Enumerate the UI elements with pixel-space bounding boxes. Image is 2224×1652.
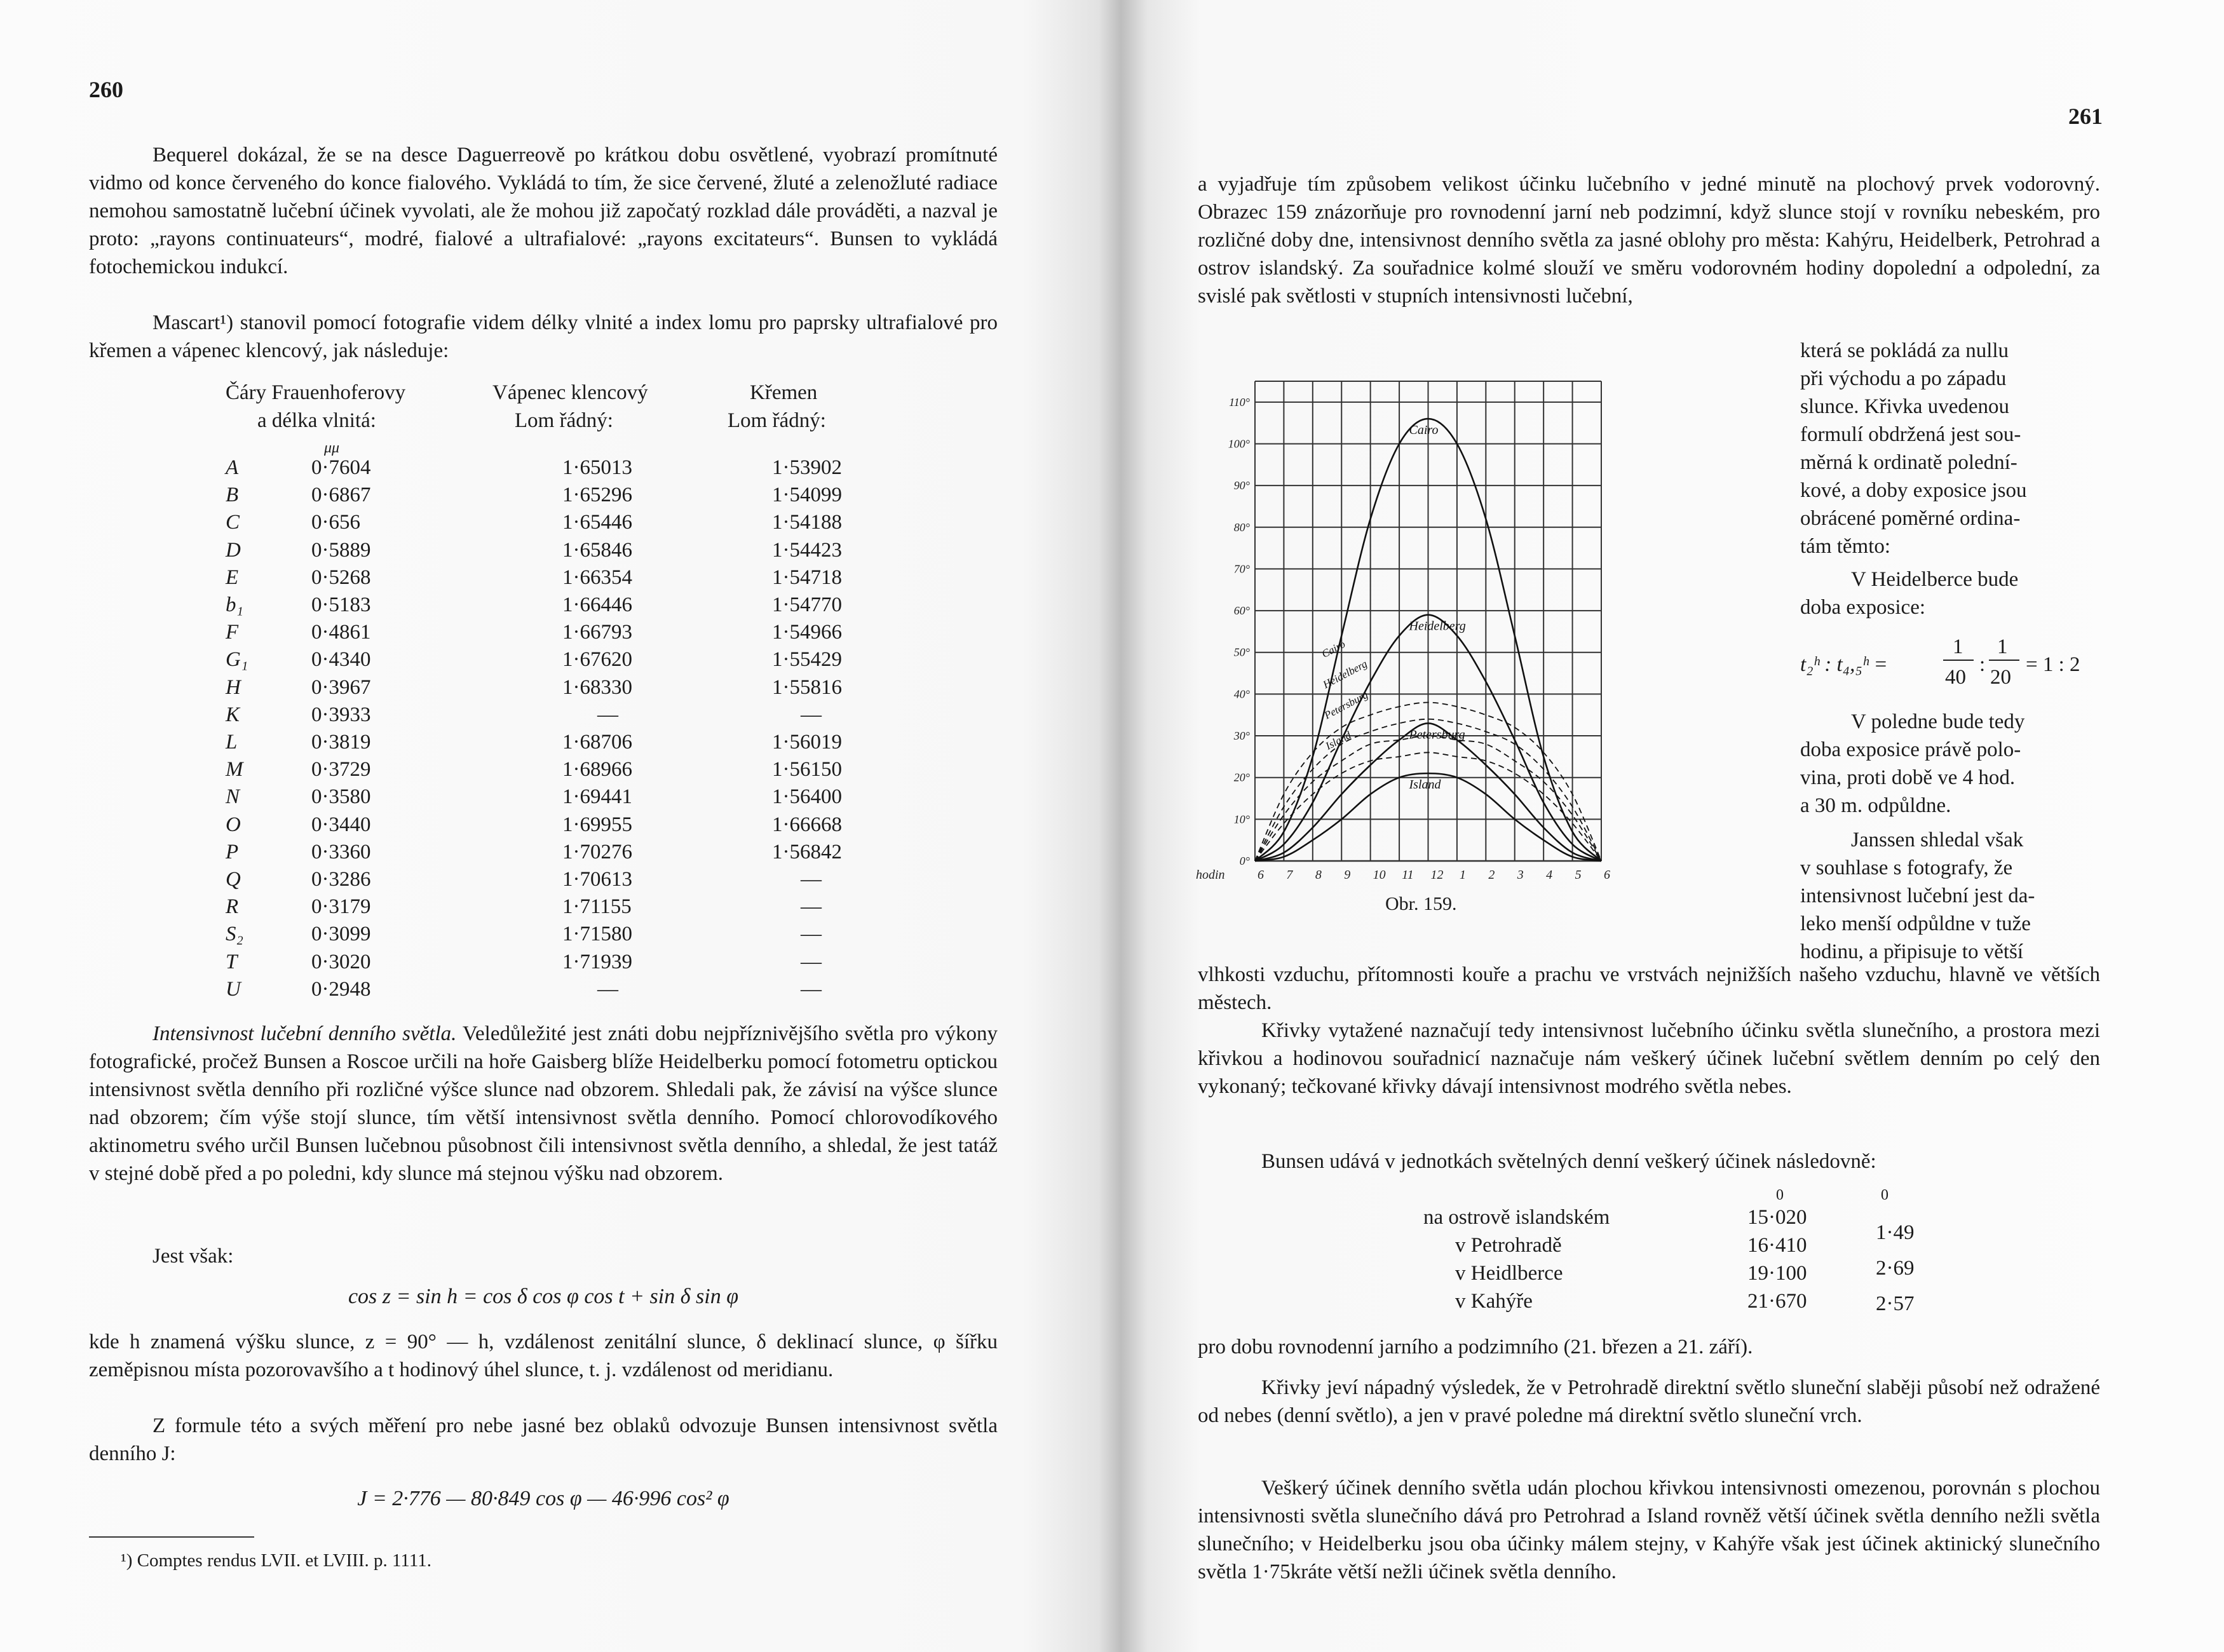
line-letter: P: [226, 840, 239, 863]
calcite-index: 1·67620: [562, 648, 632, 672]
side-line: vina, proti době ve 4 hod.: [1800, 766, 2016, 789]
formula-frac2-num: 1: [1997, 635, 2008, 658]
formula-rhs: = 1 : 2: [2026, 653, 2080, 676]
formula-frac1-line: [1943, 660, 1974, 661]
table-row: [226, 923, 937, 951]
quartz-index: 1·56150: [772, 758, 842, 782]
equation-intensity: J = 2·776 — 80·849 cos φ — 46·996 cos² φ: [357, 1487, 729, 1510]
table-row: [226, 676, 937, 704]
line-letter: H: [226, 675, 241, 699]
side-line: V poledne bude tedy: [1851, 710, 2025, 733]
quartz-index: 1·56019: [772, 731, 842, 754]
table-row: [226, 785, 937, 813]
y-tick-label: 20°: [1233, 771, 1250, 784]
x-tick-label: 2: [1488, 868, 1495, 882]
y-tick-label: 110°: [1229, 395, 1250, 409]
chart-x-ticks: [1196, 868, 1610, 882]
side-line: která se pokládá za nullu: [1800, 339, 2009, 362]
wavelength: 0·3819: [311, 731, 371, 754]
wavelength: 0·3099: [311, 923, 371, 946]
table-row: [226, 621, 937, 649]
right-paragraph-6: Veškerý účinek denního světla udán plochou křivkou intensivnosti omezenou, porovnán s plochou intensivnosti světla slunečního dává pro Petrohrad a Island rovněž větší účinek světla denního nežli světla slunečního; v Heidelberku jsou oba účinky málem stejny, v Kahýře však jest účinek aktinický slunečního světla 1·75kráte větší nežli účinek světla denního.: [1198, 1477, 2100, 1583]
quartz-index: 1·54099: [772, 484, 842, 507]
x-tick-label: 12: [1430, 868, 1444, 882]
quartz-index: 1·54718: [772, 565, 842, 589]
line-letter: O: [226, 813, 241, 836]
x-tick-label: 8: [1315, 868, 1322, 882]
table-header-col3-sub: Lom řádný:: [728, 409, 826, 432]
quartz-index: —: [801, 977, 822, 1001]
right-paragraph-3: Bunsen udává v jednotkách světelných denní veškerý účinek následovně:: [1261, 1150, 1876, 1173]
table-row: [226, 456, 937, 484]
right-paragraph-1: a vyjadřuje tím způsobem velikost účinku lučebního v jedné minutě na plochový prvek vodorovný. Obrazec 159 znázorňuje pro rovnodenní jarní neb podzimní, když slunce stojí v rovníku nebeském, pro rozličné doby dne, intensivnost denního světla za jasné oblohy pro města: Kahýru, Heidelberk, Petrohrad a ostrov islandský. Za souřadnice kolmé slouží ve směru vodorovném hodiny dopolední a odpolední, za svislé pak světlosti v stupních intensivnosti lučební,: [1198, 173, 2100, 308]
quartz-index: 1·55429: [772, 648, 842, 672]
series-label: Petersburg: [1322, 688, 1370, 722]
y-tick-label: 10°: [1233, 813, 1250, 826]
calcite-index: —: [597, 703, 618, 726]
y-tick-label: 100°: [1228, 437, 1250, 450]
y-tick-label: 80°: [1233, 520, 1250, 534]
calcite-index: 1·71580: [562, 923, 632, 946]
side-line: formulí obdržená jest sou-: [1800, 423, 2021, 446]
left-page: [0, 0, 1106, 1652]
table-row: [226, 895, 937, 923]
y-tick-label: 60°: [1233, 604, 1250, 618]
figure-caption: Obr. 159.: [1385, 893, 1457, 914]
ratio-value: 2·69: [1876, 1257, 1915, 1280]
left-paragraph-2: Mascart¹) stanovil pomocí fotografie videm délky vlnité a index lomu pro paprsky ultrafialové pro křemen a vápenec klencový, jak následuje:: [89, 311, 998, 362]
side-text-4: [1800, 826, 2105, 966]
table-row: [226, 593, 937, 621]
x-tick-label: 6: [1604, 868, 1610, 882]
side-line: doba exposice:: [1800, 596, 1926, 619]
table-row: [226, 758, 937, 786]
quartz-index: —: [801, 868, 822, 891]
calcite-index: 1·65296: [562, 484, 632, 507]
wavelength: 0·3580: [311, 785, 371, 809]
daily-effect-table: [1423, 1182, 1915, 1334]
series-label: Cairo: [1319, 637, 1348, 661]
wavelength: 0·3933: [311, 703, 371, 726]
line-letter: b₁: [226, 593, 243, 616]
x-tick-label: 5: [1575, 868, 1582, 882]
wavelength: 0·5183: [311, 593, 371, 616]
calcite-index: 1·68706: [562, 731, 632, 754]
column-mark: 0: [1881, 1187, 1888, 1203]
calcite-index: 1·68330: [562, 675, 632, 699]
side-line: v souhlase s fotografy, že: [1800, 856, 2013, 879]
table-header-col1: Čáry Frauenhoferovy: [226, 381, 406, 404]
quartz-index: 1·56400: [772, 785, 842, 809]
table-header-col2-sub: Lom řádný:: [515, 409, 613, 432]
formula-colon: :: [1979, 653, 1986, 676]
quartz-index: 1·54423: [772, 538, 842, 562]
wavelength: 0·656: [311, 511, 360, 534]
left-paragraph-4: Jest však:: [153, 1245, 234, 1268]
side-line: při východu a po západu: [1800, 367, 2007, 390]
figure-159: [1195, 369, 1614, 940]
wavelength: 0·3967: [311, 675, 371, 699]
line-letter: R: [226, 895, 239, 919]
y-tick-label: 30°: [1233, 729, 1250, 743]
table-row: [226, 539, 937, 567]
side-line: doba exposice právě polo-: [1800, 738, 2021, 761]
side-line: kové, a doby exposice jsou: [1800, 479, 2027, 502]
side-line: měrná k ordinatě polední-: [1800, 451, 2017, 474]
series-label: Cairo: [1409, 423, 1439, 438]
wavelength: 0·7604: [311, 456, 371, 479]
wavelength: 0·5268: [311, 565, 371, 589]
x-tick-label: 1: [1459, 868, 1466, 882]
ratio-value: 1·49: [1876, 1221, 1915, 1244]
footnote: ¹) Comptes rendus LVII. et LVIII. p. 1111.: [121, 1550, 432, 1571]
side-line: slunce. Křivka uvedenou: [1800, 395, 2009, 418]
intensity-chart: [1195, 369, 1614, 928]
x-tick-label: 3: [1517, 868, 1524, 882]
total-effect: 19·100: [1747, 1262, 1807, 1285]
calcite-index: 1·66793: [562, 621, 632, 644]
table-header-col2: Vápenec klencový: [492, 381, 648, 404]
calcite-index: 1·71939: [562, 950, 632, 973]
side-line: a 30 m. odpůldne.: [1800, 794, 1951, 817]
side-line: obrácené poměrné ordina-: [1800, 507, 2021, 530]
x-tick-label: 9: [1344, 868, 1351, 882]
calcite-index: 1·70613: [562, 868, 632, 891]
calcite-index: 1·65013: [562, 456, 632, 479]
side-column: [1800, 337, 2105, 966]
quartz-index: 1·55816: [772, 675, 842, 699]
table-row: [226, 731, 937, 759]
side-line: intensivnost lučební jest da-: [1800, 884, 2035, 907]
wavelength: 0·6867: [311, 484, 371, 507]
quartz-index: 1·66668: [772, 813, 842, 836]
line-letter: C: [226, 511, 240, 534]
side-line: leko menší odpůldne v tuže: [1800, 912, 2031, 935]
side-text-2: [1800, 565, 2105, 621]
quartz-index: —: [801, 703, 822, 726]
quartz-index: —: [801, 923, 822, 946]
quartz-index: 1·54188: [772, 511, 842, 534]
total-effect: 16·410: [1747, 1234, 1807, 1257]
formula-frac2-line: [1989, 660, 2019, 661]
place-name: na ostrově islandském: [1423, 1206, 1610, 1229]
wavelength: 0·3729: [311, 758, 371, 782]
quartz-index: 1·54770: [772, 593, 842, 616]
chart-y-ticks: [1228, 396, 1250, 867]
line-letter: K: [226, 703, 240, 726]
y-tick-label: 40°: [1233, 687, 1250, 701]
left-paragraph-1: Bequerel dokázal, že se na desce Daguerreově po krátkou dobu osvětlené, vyobrazí promítnuté vidmo od konce červeného do konce fialového. Vykládá to tím, že sice červené, žluté a zelenožluté radiace nemohou samostatně lučební účinek vyvolati, ale že mohou již započatý rozklad dále prováděti, a nazval je proto: „rayons continuateurs“, modré, fialové a ultrafialové: „rayons excitateurs“. Bunsen to vykládá fotochemickou indukcí.: [89, 144, 998, 278]
table-row: [226, 841, 937, 869]
side-line: hodinu, a připisuje to větší: [1800, 940, 2024, 963]
x-tick-label: 4: [1546, 868, 1553, 882]
series-label: Island: [1409, 778, 1441, 792]
wavelength: 0·5889: [311, 538, 371, 562]
line-letter: G₁: [226, 648, 248, 672]
formula-frac1-num: 1: [1953, 635, 1963, 658]
wavelength: 0·4340: [311, 648, 371, 672]
table-header-col1-sub: a délka vlnitá:: [257, 409, 376, 432]
right-page: [1106, 0, 2224, 1652]
x-tick-label: 6: [1258, 868, 1264, 882]
quartz-index: 1·56842: [772, 840, 842, 863]
y-tick-label: 50°: [1233, 646, 1250, 659]
left-paragraph-6: Z formule této a svých měření pro nebe jasné bez oblaků odvozuje Bunsen intensivnost světla denního J:: [89, 1414, 998, 1465]
wavelength: 0·3020: [311, 950, 371, 973]
line-letter: U: [226, 977, 241, 1001]
table-row: [226, 813, 937, 841]
line-letter: N: [226, 785, 240, 809]
place-name: v Kahýře: [1455, 1290, 1533, 1313]
calcite-index: 1·69955: [562, 813, 632, 836]
table-row: [226, 951, 937, 978]
side-text-3: [1800, 708, 2105, 820]
equation-cosz: cos z = sin h = cos δ cos φ cos t + sin δ sin φ: [348, 1285, 739, 1308]
line-letter: T: [226, 950, 238, 973]
left-paragraph-3: Intensivnost lučební denního světla. Veledůležité jest znáti dobu nejpříznivějšího světla pro výkony fotografické, pročež Bunsen a Roscoe určili na hoře Gaisberg blíže Heidelberku pomocí fotometru optickou intensivnost světla denního při rozličné výšce slunce nad obzorem. Shledali pak, že závisí na výšce slunce nad obzorem; čím výše stojí slunce, tím větší intensivnost světla denního. Pomocí chlorovodíkového aktinometru svého určil Bunsen lučebnou působnost čili intensivnost světla denního, a shledal, že jest tatáž v stejné době před a po poledni, kdy slunce má stejnou výšku nad obzorem.: [89, 1022, 998, 1185]
calcite-index: 1·66354: [562, 565, 632, 589]
page-number-right: 261: [2068, 104, 2103, 129]
exposure-formula: [1800, 628, 2105, 704]
calcite-index: 1·68966: [562, 758, 632, 782]
table-row: [226, 703, 937, 731]
wavelength: 0·3360: [311, 840, 371, 863]
wavelength: 0·4861: [311, 621, 371, 644]
wavelength: 0·3286: [311, 868, 371, 891]
right-paragraph-2: Křivky vytažené naznačují tedy intensivnost lučebního účinku světla slunečního, a prostora mezi křivkou a hodinovou souřadnicí naznačuje nám veškerý účinek lučební světlem denním po celý den vykonaný; tečkované křivky dávají intensivnost modrého světla nebes.: [1198, 1019, 2100, 1098]
quartz-index: —: [801, 895, 822, 919]
series-label: Heidelberg: [1409, 619, 1466, 633]
frauenhofer-table: [226, 381, 937, 1017]
footnote-rule: [89, 1536, 254, 1538]
calcite-index: 1·70276: [562, 840, 632, 863]
series-label: Heidelberg: [1320, 657, 1369, 691]
calcite-index: 1·71155: [562, 895, 632, 919]
table-header-col3: Křemen: [750, 381, 818, 404]
left-paragraph-5: kde h znamená výšku slunce, z = 90° — h, vzdálenost zenitální slunce, δ deklinací slunce, φ šířku zeměpisnou místa pozorovavšího a t hodinový úhel slunce, t. j. vzdálenost od meridianu.: [89, 1330, 998, 1381]
line-letter: Q: [226, 868, 241, 891]
calcite-index: 1·65846: [562, 538, 632, 562]
calcite-index: 1·69441: [562, 785, 632, 809]
right-paragraph-5: Křivky jeví nápadný výsledek, že v Petrohradě direktní světlo sluneční slaběji působí než odražené od nebes (denní světlo), a jen v pravé poledne má direktní světlo sluneční vrch.: [1198, 1376, 2100, 1427]
page-number-left: 260: [89, 77, 123, 102]
calcite-index: 1·66446: [562, 593, 632, 616]
table-row: [226, 648, 937, 676]
quartz-index: 1·53902: [772, 456, 842, 479]
wavelength: 0·3440: [311, 813, 371, 836]
side-line: Janssen shledal však: [1851, 829, 2024, 851]
right-paragraph-1-end: vlhkosti vzduchu, přítomnosti kouře a prachu ve vrstvách nejnižších našeho vzduchu, hlavně ve větších městech.: [1198, 963, 2100, 1014]
place-name: v Petrohradě: [1455, 1234, 1562, 1257]
section-title: Intensivnost lučební denního světla.: [153, 1022, 457, 1045]
place-name: v Heidlberce: [1455, 1262, 1563, 1285]
right-paragraph-4: pro dobu rovnodenní jarního a podzimního (21. březen a 21. září).: [1198, 1336, 1753, 1358]
ratio-value: 2·57: [1876, 1292, 1915, 1315]
total-effect: 15·020: [1747, 1206, 1807, 1229]
table-row: [226, 511, 937, 539]
line-letter: D: [226, 538, 241, 562]
calcite-index: —: [597, 977, 618, 1001]
wavelength: 0·3179: [311, 895, 371, 919]
line-letter: L: [226, 731, 238, 754]
table-row: [226, 566, 937, 594]
formula-frac1-den: 40: [1945, 666, 1966, 689]
formula-frac2-den: 20: [1990, 666, 2011, 689]
column-mark: 0: [1776, 1187, 1784, 1203]
line-letter: M: [226, 758, 243, 782]
table-row: [226, 868, 937, 896]
y-tick-label: 90°: [1233, 479, 1250, 492]
y-tick-label: 0°: [1239, 855, 1250, 867]
side-line: tám těmto:: [1800, 535, 1891, 558]
wavelength: 0·2948: [311, 977, 371, 1001]
x-tick-label: 10: [1373, 868, 1386, 882]
line-letter: S₂: [226, 923, 243, 946]
calcite-index: 1·65446: [562, 511, 632, 534]
line-letter: E: [226, 565, 239, 589]
line-letter: B: [226, 484, 239, 507]
quartz-index: —: [801, 950, 822, 973]
side-line: V Heidelberce bude: [1851, 568, 2019, 591]
side-text-1: [1800, 337, 2105, 560]
quartz-index: 1·54966: [772, 621, 842, 644]
series-label: Island: [1323, 729, 1353, 752]
formula-lhs: t₂ʰ : t₄,₅ʰ =: [1800, 653, 1888, 676]
table-row: [226, 484, 937, 511]
x-tick-label: 7: [1286, 868, 1293, 882]
table-unit: μμ: [324, 440, 340, 456]
y-tick-label: 70°: [1233, 562, 1250, 576]
total-effect: 21·670: [1747, 1290, 1807, 1313]
x-axis-label: hodin: [1196, 868, 1225, 882]
x-tick-label: 11: [1402, 868, 1414, 882]
line-letter: F: [226, 621, 239, 644]
table-row: [226, 978, 937, 1006]
series-label: Petersburg: [1409, 728, 1465, 742]
line-letter: A: [226, 456, 239, 479]
